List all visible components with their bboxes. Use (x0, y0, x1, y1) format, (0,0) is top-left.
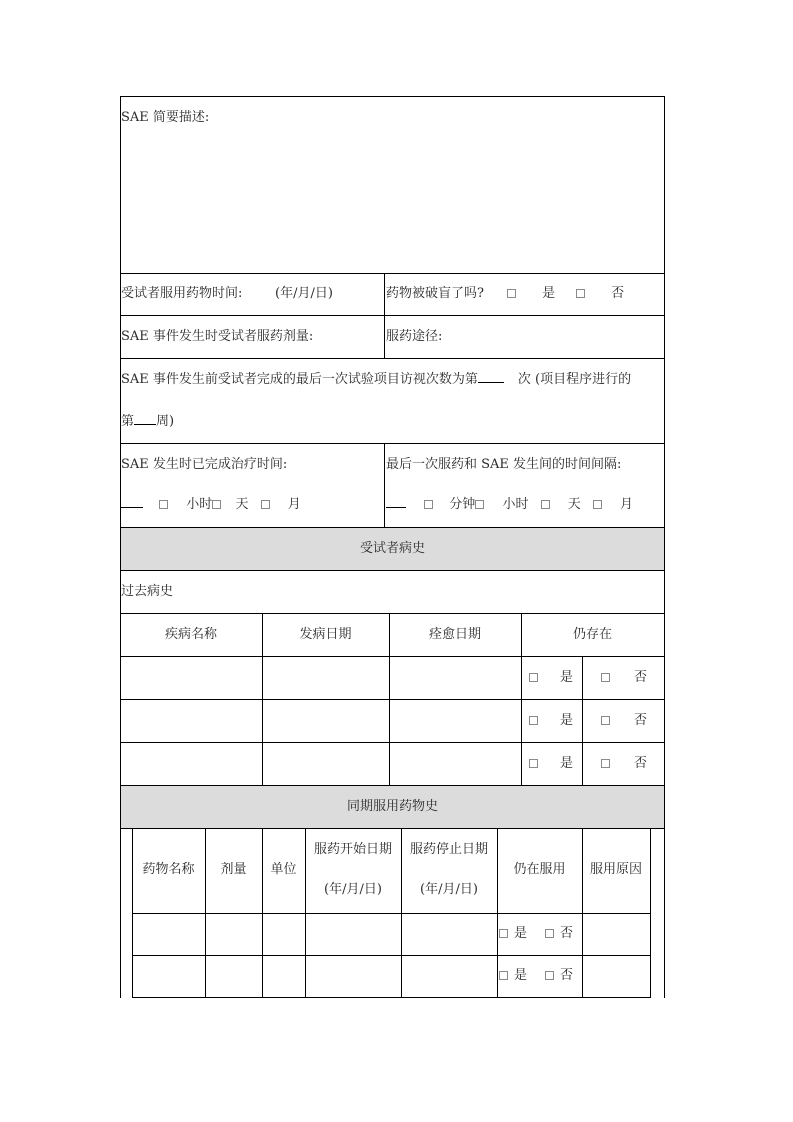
rule (582, 656, 583, 785)
unblinded-yes-checkbox[interactable] (507, 289, 516, 298)
history-recovery-cell[interactable] (390, 700, 521, 742)
drug-unit-cell[interactable] (263, 914, 305, 955)
history-header-ongoing: 仍存在 (572, 627, 612, 642)
history-onset-cell[interactable] (263, 743, 389, 785)
unblinded-yes: 是 (507, 286, 555, 302)
drug-header-stop: 服药停止日期 (409, 842, 488, 857)
drug-header-start-format: (年/月/日) (324, 882, 382, 897)
drug-start-cell[interactable] (306, 956, 401, 997)
history-disease-cell[interactable] (121, 743, 262, 785)
history-disease-cell[interactable] (121, 657, 262, 699)
drug-header-name: 药物名称 (142, 862, 195, 877)
last-visit-line2: 第 周) (121, 414, 175, 429)
rule-right (664, 96, 665, 828)
treat-day-checkbox[interactable] (212, 500, 221, 509)
last-visit-week-blank[interactable] (134, 424, 156, 425)
drug-reason-cell[interactable] (583, 914, 650, 955)
drug-reason-cell[interactable] (583, 956, 650, 997)
drug-no-checkbox[interactable] (545, 971, 554, 980)
drug-stop-cell[interactable] (402, 956, 497, 997)
rule (497, 828, 498, 998)
unblinded-no-checkbox[interactable] (576, 289, 585, 298)
history-no: 否 (601, 756, 647, 772)
drug-stop-cell[interactable] (402, 914, 497, 955)
drug-name-cell[interactable] (133, 956, 205, 997)
history-disease-cell[interactable] (121, 700, 262, 742)
rule-top (120, 96, 665, 97)
interval-label: 最后一次服药和 SAE 发生间的时间间隔: (386, 457, 622, 472)
history-yes: 是 (529, 713, 573, 729)
interval-day-checkbox[interactable] (541, 500, 550, 509)
drug-dose-cell[interactable] (206, 956, 262, 997)
treat-time-units: 小时 天 月 (121, 497, 301, 513)
history-no-checkbox[interactable] (601, 759, 610, 768)
last-visit-line1: SAE 事件发生前受试者完成的最后一次试验项目访视次数为第 次 (项目程序进行的 (121, 372, 632, 387)
history-onset-cell[interactable] (263, 657, 389, 699)
history-onset-cell[interactable] (263, 700, 389, 742)
treat-hour-checkbox[interactable] (159, 500, 168, 509)
sae-brief-field[interactable] (121, 130, 663, 272)
drug-header-dose: 剂量 (220, 862, 247, 877)
drug-dose-cell[interactable] (206, 914, 262, 955)
history-no: 否 (601, 670, 647, 686)
rule (120, 570, 665, 571)
history-yes-checkbox[interactable] (529, 673, 538, 682)
rule-left-lower (120, 828, 121, 998)
route-field[interactable] (385, 316, 664, 358)
route-label: 服药途径: (386, 329, 443, 344)
unblinded-no: 否 (576, 286, 624, 302)
rule (384, 443, 385, 527)
drug-header-stop-format: (年/月/日) (420, 882, 478, 897)
rule (120, 828, 665, 829)
drug-yes-checkbox[interactable] (499, 971, 508, 980)
history-header-recovery: 痊愈日期 (428, 627, 481, 642)
drug-unit-cell[interactable] (263, 956, 305, 997)
history-recovery-cell[interactable] (390, 743, 521, 785)
history-yes-checkbox[interactable] (529, 716, 538, 725)
interval-minute-checkbox[interactable] (424, 500, 433, 509)
drug-header-ongoing: 仍在服用 (513, 862, 566, 877)
drug-name-cell[interactable] (133, 914, 205, 955)
history-no-checkbox[interactable] (601, 716, 610, 725)
interval-blank[interactable] (386, 507, 406, 508)
dose-at-sae-label: SAE 事件发生时受试者服药剂量: (121, 329, 314, 344)
history-yes: 是 (529, 670, 573, 686)
rule (132, 997, 651, 998)
drug-header-reason: 服用原因 (589, 862, 642, 877)
rule (120, 613, 665, 614)
drug-header-unit: 单位 (270, 862, 297, 877)
history-header-disease: 疾病名称 (164, 627, 217, 642)
history-section-title: 受试者病史 (359, 541, 425, 556)
history-header-onset: 发病日期 (299, 627, 352, 642)
past-history-label: 过去病史 (121, 584, 174, 599)
history-no-checkbox[interactable] (601, 673, 610, 682)
concomitant-section-title: 同期服用药物史 (346, 799, 438, 814)
interval-hour-checkbox[interactable] (475, 500, 484, 509)
dose-time-field[interactable] (121, 274, 383, 315)
treat-time-label: SAE 发生时已完成治疗时间: (121, 457, 288, 472)
last-visit-blank[interactable] (478, 382, 504, 383)
interval-units: 分钟 小时 天 月 (386, 497, 633, 513)
history-recovery-cell[interactable] (390, 657, 521, 699)
drug-ongoing: 是 否 (499, 926, 573, 942)
sae-report-form (120, 96, 665, 998)
drug-no-checkbox[interactable] (545, 929, 554, 938)
rule (120, 785, 665, 786)
unblinded-question: 药物被破盲了吗? (386, 286, 484, 301)
sae-brief-label: SAE 简要描述: (121, 110, 210, 125)
rule (120, 358, 665, 359)
rule-right-lower (664, 828, 665, 998)
drug-ongoing: 是 否 (499, 968, 573, 984)
drug-start-cell[interactable] (306, 914, 401, 955)
dose-at-sae-field[interactable] (121, 316, 383, 358)
treat-month-checkbox[interactable] (261, 500, 270, 509)
interval-month-checkbox[interactable] (593, 500, 602, 509)
dose-time-label: 受试者服用药物时间: (121, 286, 243, 301)
rule (120, 443, 665, 444)
drug-header-start: 服药开始日期 (313, 842, 392, 857)
history-yes: 是 (529, 756, 573, 772)
rule (650, 828, 651, 998)
treat-time-blank[interactable] (121, 507, 143, 508)
dose-time-format: (年/月/日) (275, 286, 333, 301)
rule (120, 527, 665, 528)
history-yes-checkbox[interactable] (529, 759, 538, 768)
drug-yes-checkbox[interactable] (499, 929, 508, 938)
history-no: 否 (601, 713, 647, 729)
